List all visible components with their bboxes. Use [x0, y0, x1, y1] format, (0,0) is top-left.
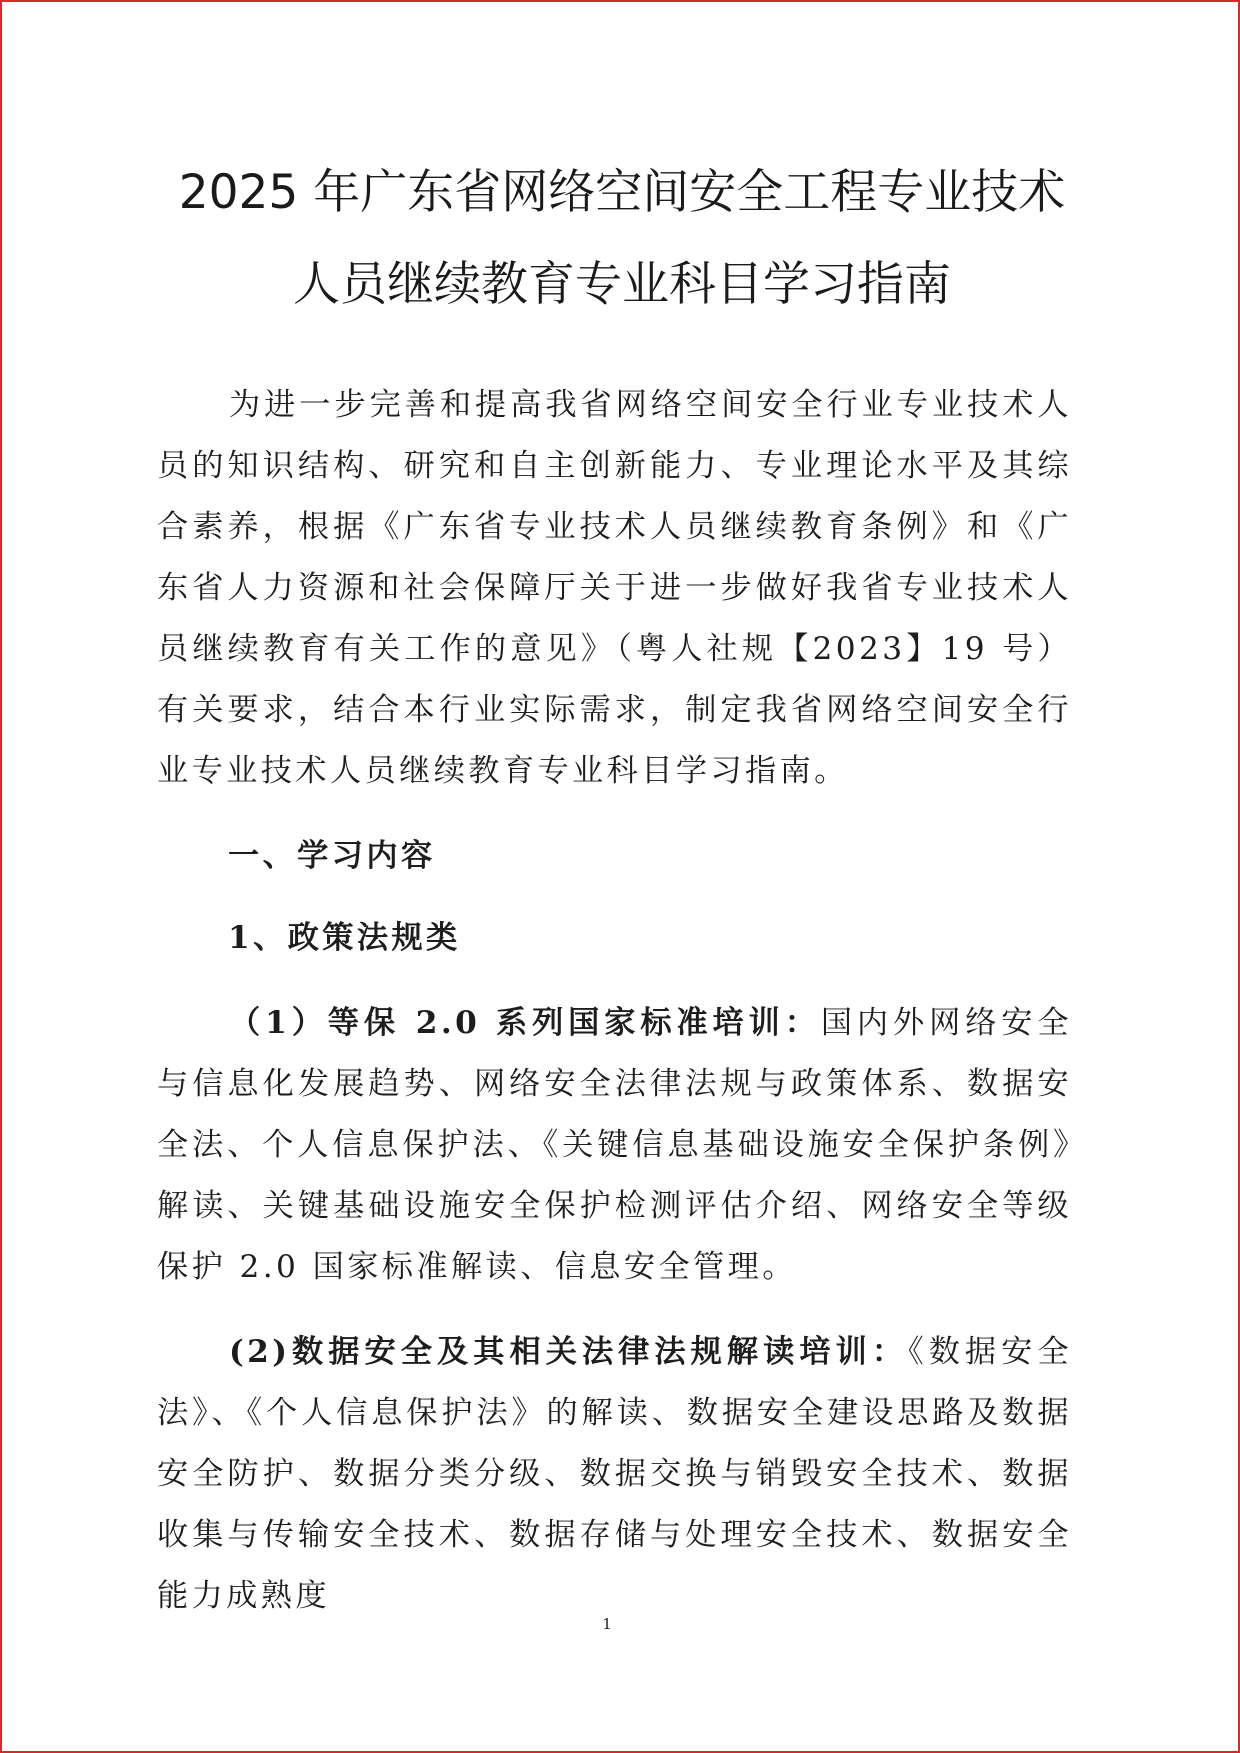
document-title-line-1: 2025 年广东省网络空间安全工程专业技术 — [178, 165, 1066, 220]
intro-paragraph: 为进一步完善和提高我省网络空间安全行业专业技术人员的知识结构、研究和自主创新能力、专业理论水平及其综合素养，根据《广东省专业技术人员继续教育条例》和《广东省人力资源和社会保障厅关于进一步做好我省专业技术人员继续教育有关工作的意见》（粤人社规【2023】19 号）有关要求，结合本行业实际需求，制定我省网络空间安全行业专业技术人员继续教育专业科目学习指南。 — [157, 387, 1072, 789]
item-paragraph-2 — [157, 1322, 1072, 1627]
item-1-lead: （1）等保 2.0 系列国家标准培训： — [229, 1005, 821, 1041]
subsection-heading-policy-regulations: 1、政策法规类 — [228, 920, 461, 956]
item-2-lead: (2)数据安全及其相关法律法规解读培训： — [229, 1334, 909, 1370]
item-paragraph-1 — [157, 993, 1072, 1298]
item-2-body: 《数据安全法》、《个人信息保护法》的解读、数据安全建设思路及数据安全防护、数据分类分级、数据交换与销毁安全技术、数据收集与传输安全技术、数据存储与处理安全技术、数据安全能力成熟度 — [157, 1334, 1072, 1614]
page-number: 1 — [602, 1615, 612, 1633]
item-1-body: 国内外网络安全与信息化发展趋势、网络安全法律法规与政策体系、数据安全法、个人信息保护法、《关键信息基础设施安全保护条例》解读、关键基础设施安全保护检测评估介绍、网络安全等级保护 2.0 国家标准解读、信息安全管理。 — [157, 1005, 1072, 1285]
document-title-line-2: 人员继续教育专业科目学习指南 — [293, 257, 951, 312]
section-heading-learning-content: 一、学习内容 — [228, 838, 436, 874]
